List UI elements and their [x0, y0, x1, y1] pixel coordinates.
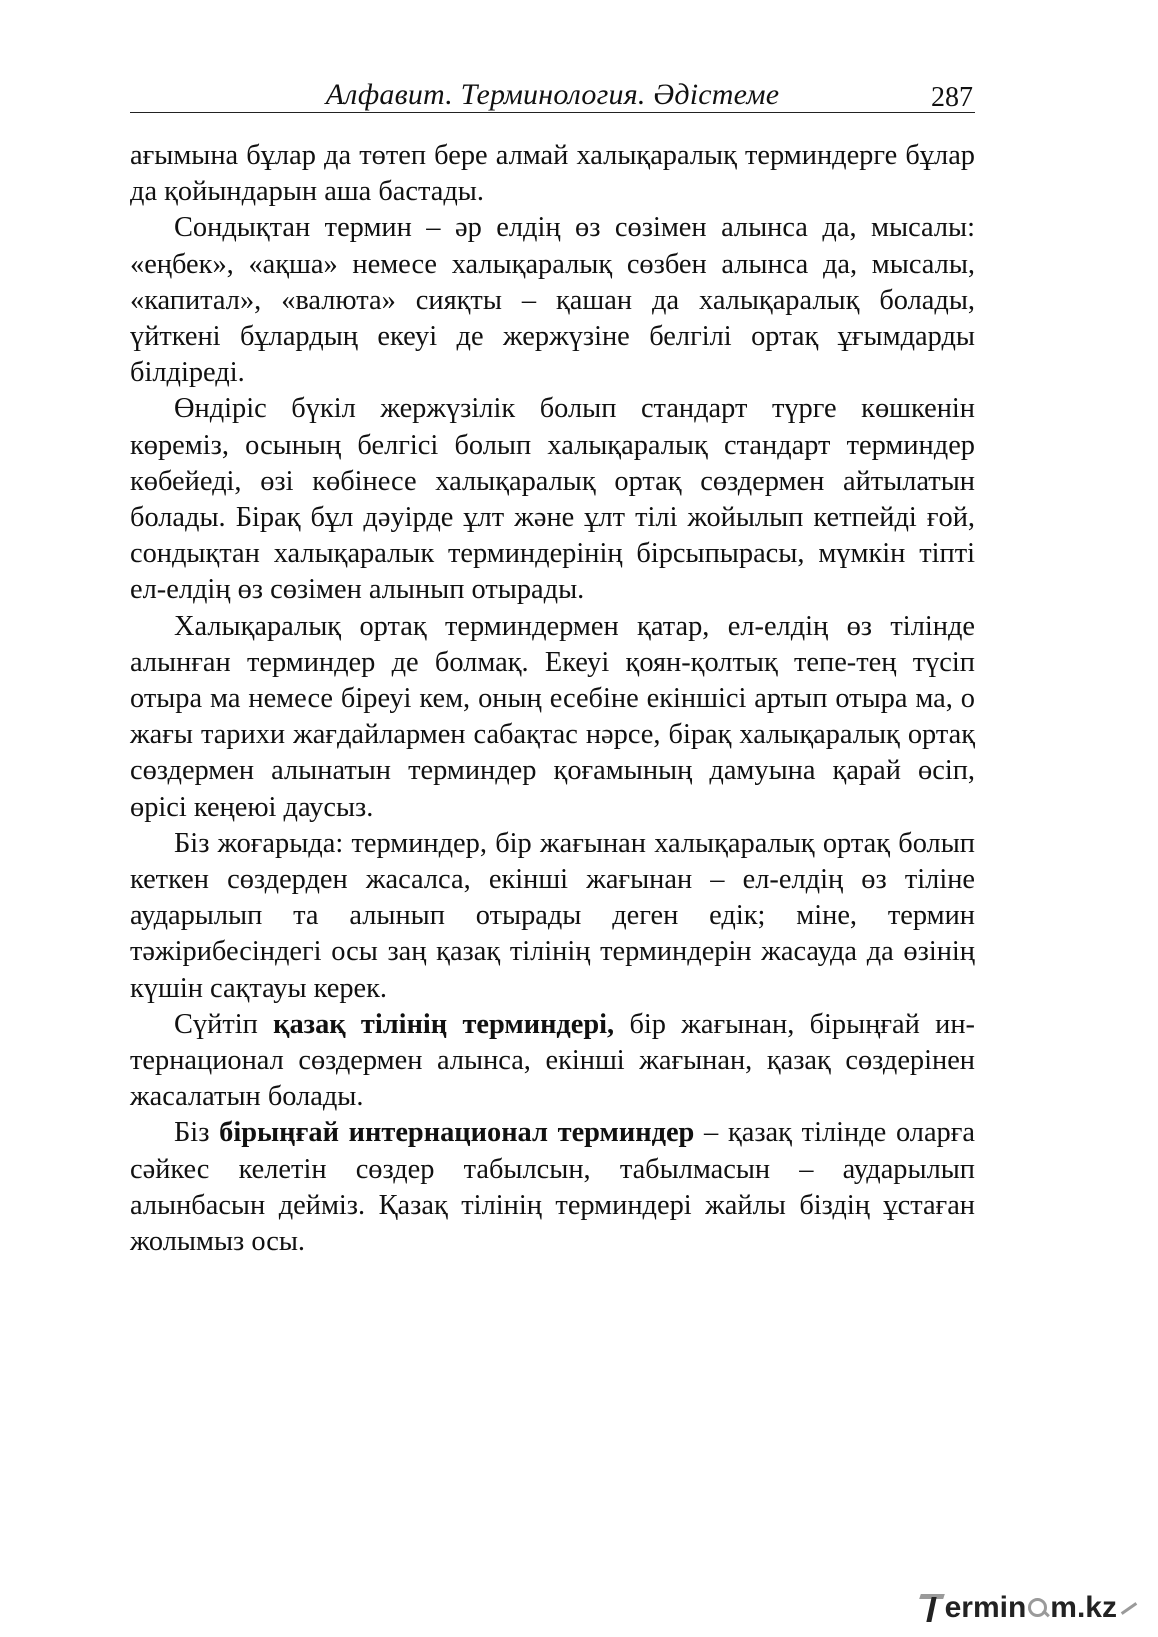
paragraph-7-text-start: Біз	[174, 1117, 220, 1149]
paragraph-1-text: ағымына бұлар да төтеп бере алмай халықаралық терминдерге бұлар да қойындарын аша бастады.	[130, 140, 975, 208]
running-header	[130, 72, 975, 113]
running-title: Алфавит. Терминология. Әдістеме	[325, 78, 780, 111]
watermark-text-part2: m.kz	[1050, 1591, 1117, 1624]
termincom-watermark-logo	[920, 1591, 1138, 1625]
paragraph-1	[130, 138, 975, 210]
paragraph-7	[130, 1115, 975, 1260]
paragraph-6-bold-term: қазақ тілінің терминдері,	[273, 1008, 615, 1040]
body-text	[130, 138, 975, 1260]
paragraph-4	[130, 609, 975, 826]
paragraph-3	[130, 391, 975, 608]
paragraph-7-text-end: – қазақ тілінде оларға сәйкес келетін сөздер табылсын, табылмасын – аударылып алынбасын дейміз. Қазақ тілінің терминдері жайлы біздің ұстаған жолымыз осы.	[130, 1117, 975, 1258]
paragraph-2-text: Сондықтан термин – әр елдің өз сөзімен алынса да, мысалы: «еңбек», «ақша» немесе халықаралық сөзбен алынса да, мысалы, «капитал», «валюта» сияқты – қашан да халықаралық болады, үйткені бұлардың екеуі де жержүзіне белгілі ортақ ұғымдарды білдіреді.	[130, 212, 975, 389]
logo-t-icon	[920, 1593, 944, 1623]
paragraph-6-text-start: Сүйтіп	[174, 1008, 274, 1040]
paragraph-5	[130, 826, 975, 1007]
magnifier-icon	[1027, 1597, 1049, 1619]
paragraph-3-text: Өндіріс бүкіл жержүзілік болып стандарт түрге көшкенін көреміз, осының белгісі болып халықаралық стандарт терминдер көбейеді, өзі көбінесе халықаралық ортақ сөздермен айтылатын болады. Бірақ бұл дәуірде ұлт және ұлт тілі жойылып кетпейді ғой, сондықтан халықаралык терминдерінің бірсыпырасы, мүмкін тіпті ел-елдің өз сөзімен алынып отырады.	[130, 393, 975, 606]
logo-dash-icon	[1121, 1602, 1137, 1615]
paragraph-6	[130, 1007, 975, 1116]
paragraph-6-text-end: бір жағынан, бірыңғай интернационал сөздермен алынса, екінші жағынан, қазақ сөздерінен жасалатын болады.	[130, 1008, 975, 1113]
paragraph-4-text: Халықаралық ортақ терминдермен қатар, ел-елдің өз тілінде алынған терминдер де болмақ. Екеуі қоян-қолтық тепе-тең түсіп отыра ма немесе біреуі кем, оның есебіне екіншісі артып отыра ма, о жағы тарихи жағдайлармен сабақтас нәрсе, бірақ халықаралық ортақ сөздермен алынатын терминдер қоғамының дамуына қарай өсіп, өрісі кеңеюі даусыз.	[130, 610, 975, 823]
watermark-text-part1: ermin	[944, 1591, 1027, 1624]
paragraph-5-text: Біз жоғарыда: терминдер, бір жағынан халықаралық ортақ болып кеткен сөздерден жасалса, екінші жағынан – ел-елдің өз тіліне аударылып та алынып отырады деген едік; міне, термин тәжірибесіндегі осы заң қазақ тілінің терминдерін жасауда да өзінің күшін сақтауы керек.	[130, 827, 975, 1004]
page-number: 287	[931, 82, 973, 113]
paragraph-7-bold-term: бірыңғай интернационал терминдер	[219, 1117, 695, 1149]
paragraph-2	[130, 210, 975, 391]
